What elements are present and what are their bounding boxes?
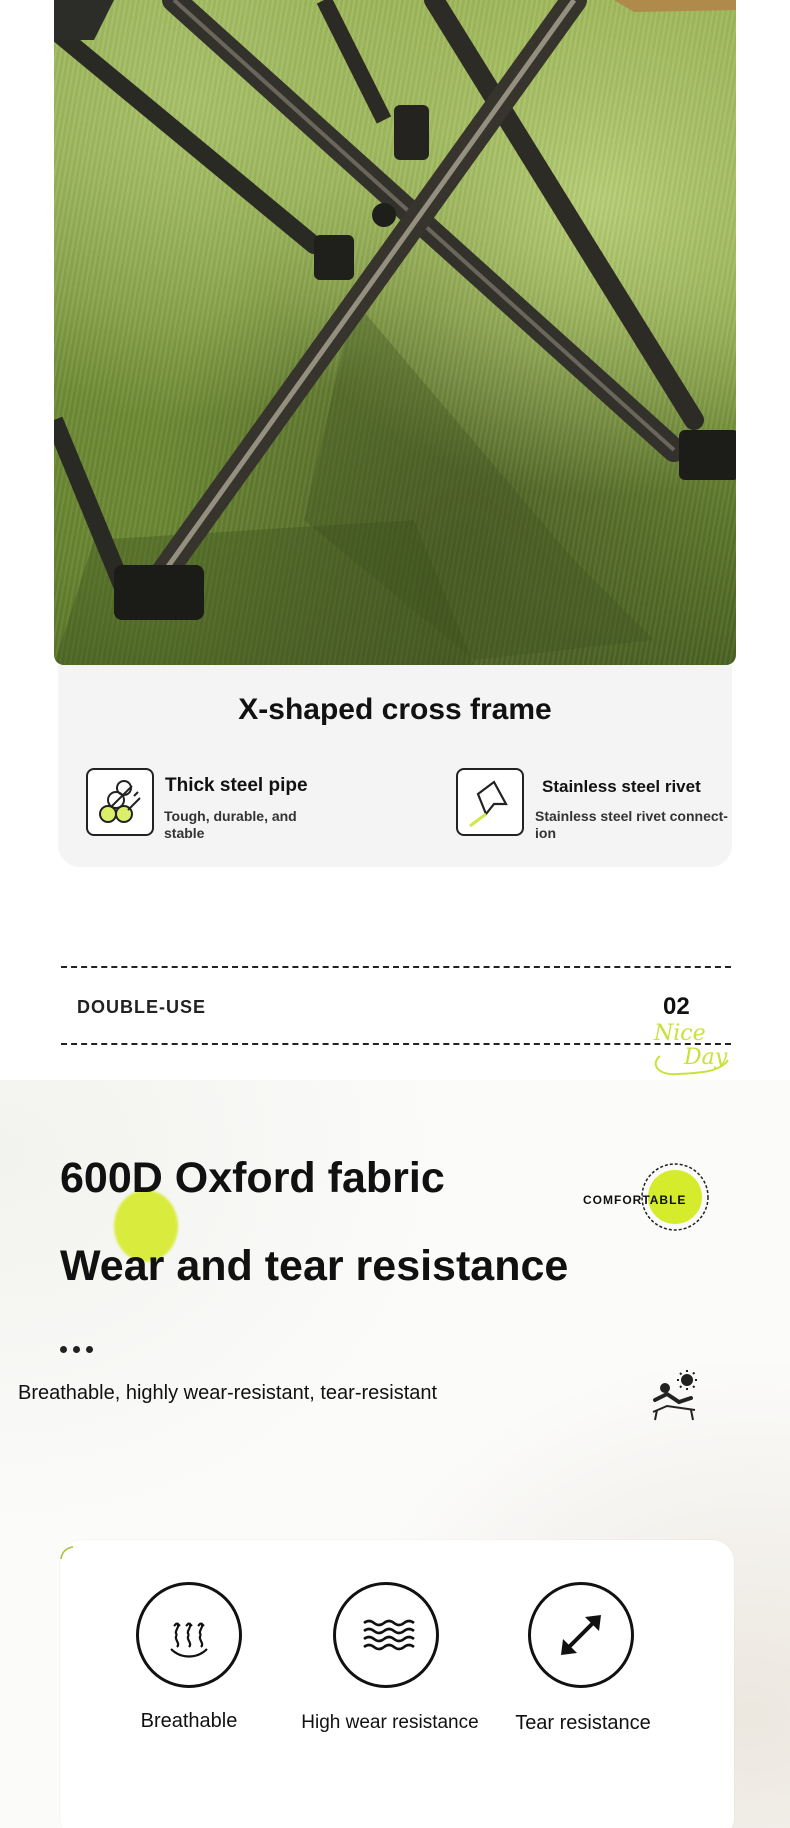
feature-desc-rivet-line1: Stainless steel rivet connect- (535, 808, 728, 824)
frame-section-title: X-shaped cross frame (238, 693, 552, 726)
property-label-breathable: Breathable (140, 1710, 238, 1732)
pipes-icon (86, 768, 154, 836)
property-label-tear-resistance: Tear resistance (515, 1712, 651, 1734)
fabric-tagline: Breathable, highly wear-resistant, tear-resistant (18, 1382, 438, 1404)
feature-desc-steel-pipe-line2: stable (164, 825, 205, 841)
section-number: 02 (663, 993, 690, 1020)
feature-desc-rivet-line2: ion (535, 825, 556, 841)
fabric-headline: 600D Oxford fabric (60, 1154, 445, 1202)
feature-desc-steel-pipe-line1: Tough, durable, and (164, 808, 297, 824)
properties-card (60, 1540, 734, 1828)
frame-feature-card (58, 665, 732, 867)
feature-title-rivet: Stainless steel rivet (542, 777, 701, 796)
fabric-subheadline: Wear and tear resistance (60, 1242, 569, 1290)
divider-top (61, 966, 731, 968)
hero-photo (54, 0, 736, 665)
breathable-icon (136, 1582, 242, 1688)
nice-day-doodle (648, 1010, 738, 1085)
chair-frame-illustration (54, 0, 736, 665)
section-label: DOUBLE-USE (77, 997, 207, 1017)
stretch-arrows-icon (528, 1582, 634, 1688)
waves-icon (333, 1582, 439, 1688)
doodle-word-day: Day (684, 1045, 728, 1070)
comfort-badge-text: COMFORTABLE (583, 1193, 687, 1207)
ellipsis-dots (60, 1340, 99, 1358)
rivet-icon (456, 768, 524, 836)
doodle-word-nice: Nice (654, 1021, 706, 1046)
sun-lounger-icon (645, 1368, 701, 1429)
property-label-wear-resistance: High wear resistance (301, 1712, 479, 1733)
divider-bottom (61, 1043, 731, 1045)
feature-title-steel-pipe: Thick steel pipe (165, 775, 308, 796)
corner-leaf-icon (60, 1546, 74, 1560)
